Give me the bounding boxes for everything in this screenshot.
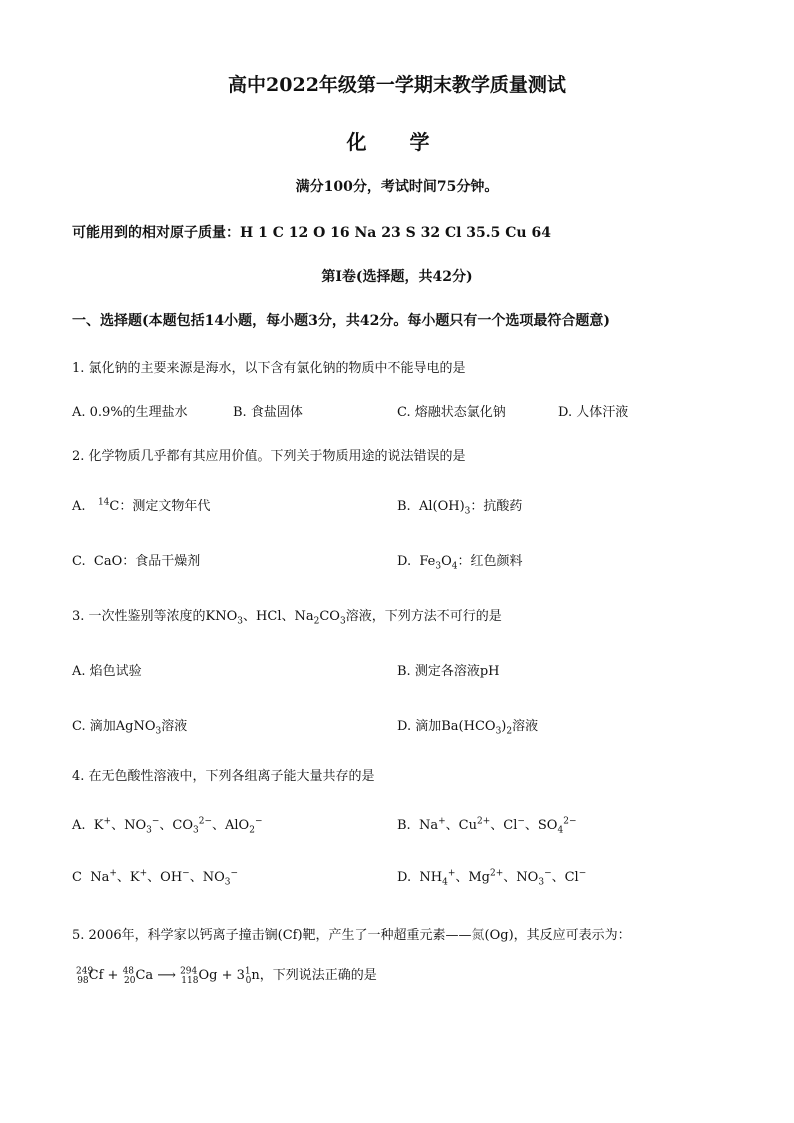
section-title: 一、选择题(本题包括14小题，每小题3分，共42分。每小题只有一个选项最符合题意) bbox=[72, 313, 610, 329]
atomic-masses: 可能用到的相对原子质量：H 1 C 12 O 16 Na 23 S 32 Cl 35.5 Cu 64 bbox=[72, 225, 551, 241]
question-1-stem: 1. 氯化钠的主要来源是海水，以下含有氯化钠的物质中不能导电的是 bbox=[72, 361, 466, 376]
q1-option-d: D. 人体汗液 bbox=[558, 405, 629, 420]
volume-title: 第I卷(选择题，共42分) bbox=[321, 269, 473, 285]
q3-option-a: A. 焰色试验 bbox=[72, 664, 142, 679]
q3-option-d: D. 滴加$Ba(HCO_3)_2$溶液 bbox=[397, 719, 539, 737]
q4-option-c: C Na+、K+、OH−、$NO_3^-$ bbox=[72, 868, 239, 888]
subject-title: 化 学 bbox=[346, 130, 448, 154]
q4-option-d: D. $NH_4^+$、$Mg^{2+}$、$NO_3^-$、Cl− bbox=[397, 868, 587, 888]
q2-option-b: B. $Al(OH)_3$：抗酸药 bbox=[397, 499, 523, 517]
exam-info: 满分100分，考试时间75分钟。 bbox=[295, 179, 499, 195]
q3-option-c: C. 滴加AgNO$_3$溶液 bbox=[72, 719, 188, 737]
exam-title: 高中2022年级第一学期末教学质量测试 bbox=[228, 74, 566, 96]
question-4-stem: 4. 在无色酸性溶液中，下列各组离子能大量共存的是 bbox=[72, 769, 375, 784]
element-name: 氮 bbox=[471, 928, 485, 943]
q2-option-d: D. $Fe_3O_4$：红色颜料 bbox=[397, 554, 523, 572]
question-2-stem: 2. 化学物质几乎都有其应用价值。下列关于物质用途的说法错误的是 bbox=[72, 449, 466, 464]
q4-option-b: B. Na+、$Cu^{2+}$、Cl−、$SO_4^{2-}$ bbox=[397, 816, 577, 836]
q1-option-b: B. 食盐固体 bbox=[233, 405, 303, 420]
q5-nuclear-equation: $^{249}_{98}$Cf + $^{48}_{20}$Ca ⟶ $^{294}_{118}Og + 3^1_0n$，下列说法正确的是 bbox=[76, 966, 377, 986]
q2-option-a: A. $^{14}$C：测定文物年代 bbox=[72, 497, 211, 514]
question-5-stem: 5. 2006年，科学家以钙离子撞击锎(Cf)靶，产生了一种超重元素——氮(Og)，其反应可表示为： bbox=[72, 928, 631, 943]
q1-option-c: C. 熔融状态氯化钠 bbox=[397, 405, 506, 420]
question-3-stem: 3. 一次性鉴别等浓度的$KNO_3$、HCl、$Na_2CO_3$溶液，下列方法不可行的是 bbox=[72, 609, 502, 627]
q2-option-c: C. CaO：食品干燥剂 bbox=[72, 554, 201, 569]
q3-option-b: B. 测定各溶液pH bbox=[397, 664, 500, 679]
q1-option-a: A. 0.9%的生理盐水 bbox=[72, 405, 188, 420]
q4-option-a: A. K+、$NO_3^-$、$CO_3^{2-}$、AlO$_2$− bbox=[72, 816, 263, 836]
